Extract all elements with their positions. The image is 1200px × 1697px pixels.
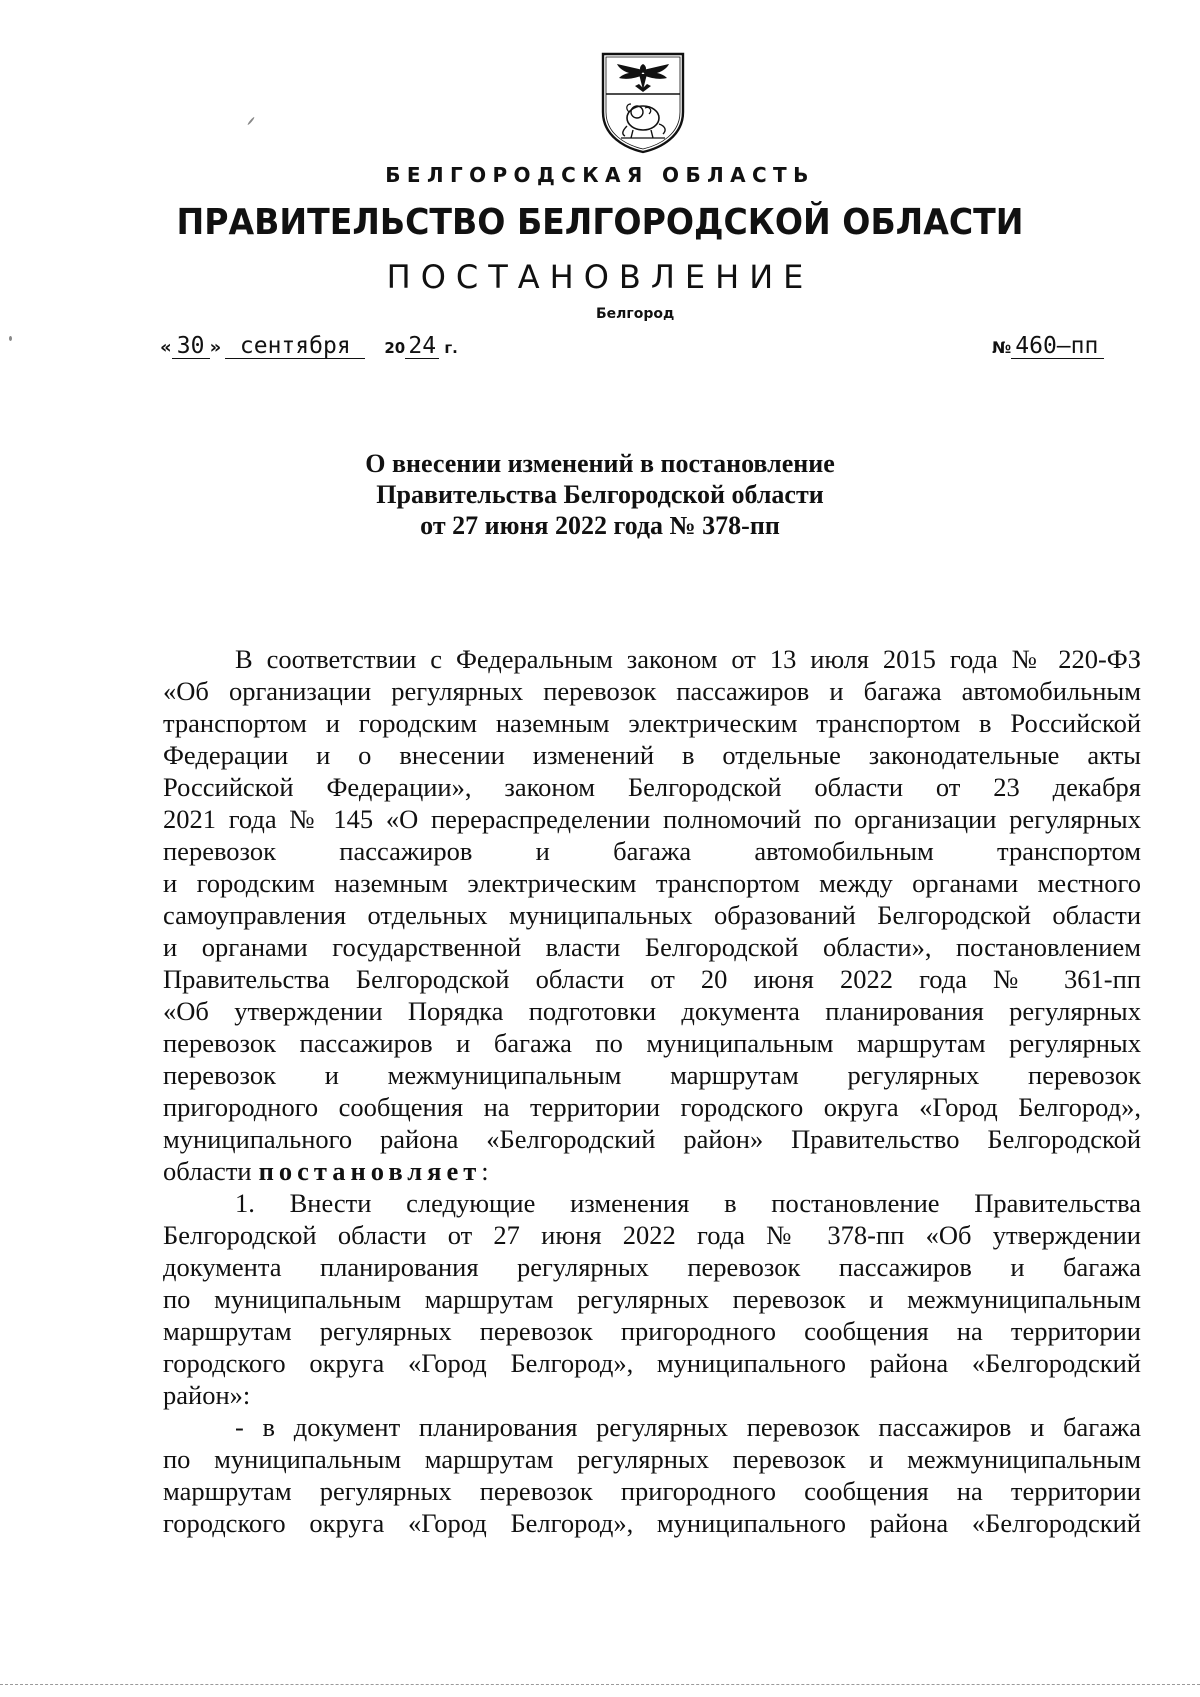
scan-speck — [247, 117, 255, 126]
body-line: и городским наземным электрическим транспортом между органами местного — [163, 868, 1141, 898]
item2-line: городского округа «Город Белгород», муниципального района «Белгородский — [163, 1508, 1141, 1538]
scan-speck — [9, 336, 12, 341]
date-close-quote: » — [209, 337, 222, 358]
body-line: перевозок пассажиров и багажа автомобильным транспортом — [163, 836, 1141, 866]
body-line: и органами государственной власти Белгородской области», постановлением — [163, 932, 1141, 962]
item1-line: район»: — [163, 1380, 251, 1410]
city-label: Белгород — [596, 306, 675, 322]
body-line: перевозок и межмуниципальным маршрутам регулярных перевозок — [163, 1060, 1141, 1090]
date-year-prefix: 20 — [384, 339, 406, 357]
body-line: транспортом и городским наземным электрическим транспортом в Российской — [163, 708, 1141, 738]
number-value: 460–пп — [1011, 334, 1104, 359]
date-year-suffix: 24 — [405, 334, 439, 359]
item2-line: по муниципальным маршрутам регулярных перевозок и межмуниципальным — [163, 1444, 1141, 1474]
date-year-abbr: г. — [444, 339, 458, 357]
body-line: самоуправления отдельных муниципальных образований Белгородской области — [163, 900, 1141, 930]
item1-line: маршрутам регулярных перевозок пригородного сообщения на территории — [163, 1316, 1141, 1346]
resolves-word: постановляет — [258, 1156, 482, 1186]
body-line: Российской Федерации», законом Белгородской области от 23 декабря — [163, 772, 1141, 802]
date-open-quote: « — [160, 337, 172, 358]
coat-of-arms-emblem — [599, 50, 687, 154]
body-line: Правительства Белгородской области от 20 июня 2022 года № 361-пп — [163, 964, 1141, 994]
body-line: «Об утверждении Порядка подготовки документа планирования регулярных — [163, 996, 1141, 1026]
document-body — [163, 643, 1141, 1539]
document-number — [992, 334, 1104, 359]
document-title — [0, 448, 1200, 541]
body-line: Федерации и о внесении изменений в отдельные законодательные акты — [163, 740, 1141, 770]
item1-line: по муниципальным маршрутам регулярных перевозок и межмуниципальным — [163, 1284, 1141, 1314]
item1-line: Белгородской области от 27 июня 2022 года № 378-пп «Об утверждении — [163, 1220, 1141, 1250]
body-line: 2021 года № 145 «О перераспределении полномочий по организации регулярных — [163, 804, 1141, 834]
title-line: от 27 июня 2022 года № 378-пп — [420, 511, 780, 540]
title-line: Правительства Белгородской области — [376, 480, 824, 509]
title-line: О внесении изменений в постановление — [365, 449, 835, 478]
item2-line: - в документ планирования регулярных перевозок пассажиров и багажа — [235, 1412, 1141, 1442]
resolves-prefix: области — [163, 1156, 252, 1186]
document-type-heading: ПОСТАНОВЛЕНИЕ — [386, 258, 814, 296]
body-line: перевозок пассажиров и багажа по муниципальным маршрутам регулярных — [163, 1028, 1141, 1058]
document-date — [160, 334, 458, 359]
body-line: муниципального района «Белгородский район» Правительство Белгородской — [163, 1124, 1141, 1154]
resolves-line — [163, 1155, 1141, 1187]
item1-line: документа планирования регулярных перевозок пассажиров и багажа — [163, 1252, 1141, 1282]
number-sign: № — [992, 338, 1012, 357]
item1-line: городского округа «Город Белгород», муниципального района «Белгородский — [163, 1348, 1141, 1378]
government-heading: ПРАВИТЕЛЬСТВО БЕЛГОРОДСКОЙ ОБЛАСТИ — [176, 202, 1024, 243]
region-heading: БЕЛГОРОДСКАЯ ОБЛАСТЬ — [385, 163, 815, 187]
date-month: сентября — [225, 334, 365, 359]
date-day: 30 — [172, 334, 210, 359]
body-line: пригородного сообщения на территории городского округа «Город Белгород», — [163, 1092, 1141, 1122]
scan-edge-line — [0, 1684, 1200, 1685]
item1-line: 1. Внести следующие изменения в постановление Правительства — [235, 1188, 1141, 1218]
body-line: В соответствии с Федеральным законом от 13 июля 2015 года № 220-ФЗ — [235, 644, 1141, 674]
body-line: «Об организации регулярных перевозок пассажиров и багажа автомобильным — [163, 676, 1141, 706]
item2-line: маршрутам регулярных перевозок пригородного сообщения на территории — [163, 1476, 1141, 1506]
resolves-suffix: : — [481, 1156, 489, 1186]
